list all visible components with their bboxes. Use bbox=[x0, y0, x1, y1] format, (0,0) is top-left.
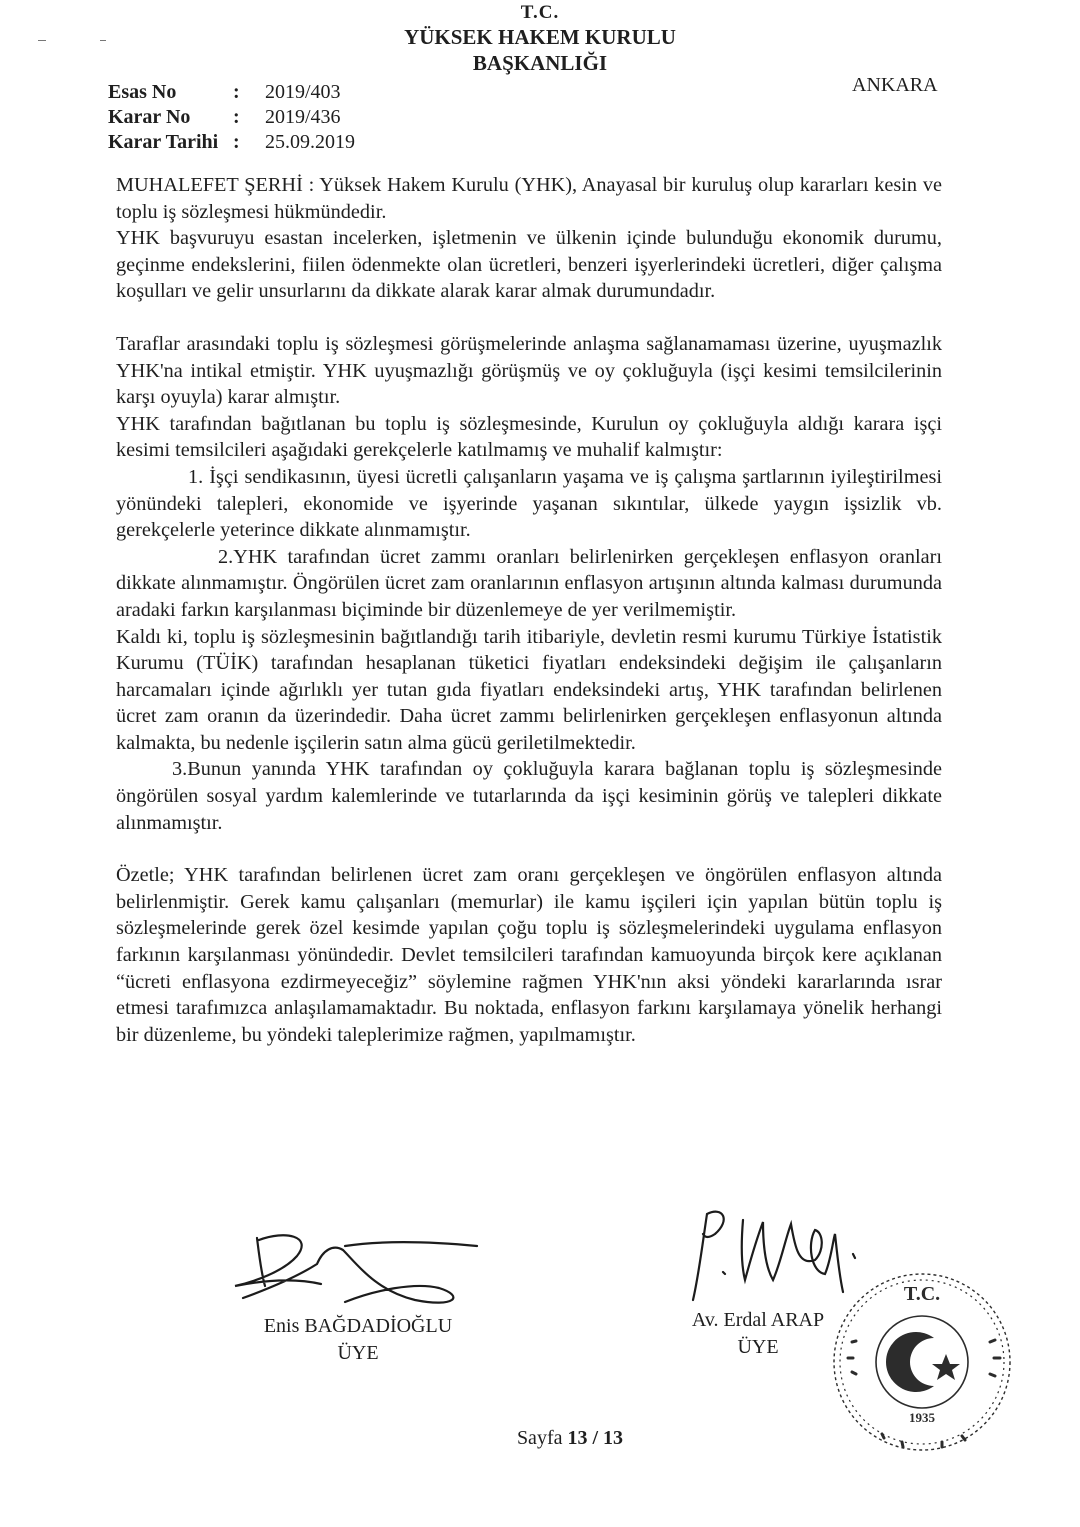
paragraph-point-1: 1. İşçi sendikasının, üyesi ücretli çalışanların yaşama ve iş çalışma şartlarının iyileştirilmesi yönündeki talepleri, ekonomide ve işyerinde yaşanan sıkıntılar, ülkede yaygın işsizlik vb. gerekçelerle yeterince dikkate alınmamıştır. bbox=[116, 465, 942, 542]
page-current: 13 bbox=[567, 1427, 588, 1449]
meta-colon: : bbox=[233, 81, 240, 103]
header-top-line: T.C. bbox=[520, 2, 560, 23]
official-stamp-icon bbox=[822, 1262, 1022, 1462]
header-title-line1: YÜKSEK HAKEM KURULU bbox=[404, 25, 676, 49]
karar-value: 2019/436 bbox=[265, 106, 341, 128]
meta-row-tarih bbox=[108, 130, 405, 155]
paragraph-gap bbox=[116, 305, 942, 331]
page-prefix: Sayfa bbox=[516, 1427, 563, 1449]
signatory-left bbox=[248, 1313, 468, 1367]
page-separator: / bbox=[592, 1427, 599, 1449]
meta-row-karar bbox=[108, 105, 405, 130]
stamp-year: 1935 bbox=[909, 1410, 935, 1425]
meta-colon: : bbox=[233, 106, 240, 128]
case-meta bbox=[108, 80, 405, 155]
paragraph-inflation: Kaldı ki, toplu iş sözleşmesinin bağıtlandığı tarih itibariyle, devletin resmi kurumu Türkiye İstatistik Kurumu (TÜİK) tarafından hesaplanan tüketici fiyatları endeksindeki değişim ile çalışanların harcamaları içinde ağırlıklı yer tutan gıda fiyatları endeksindeki artış, YHK tarafından belirlenen ücret zam oranın da üzerindedir. Daha ücret zammı belirlenirken gerçekleşen enflasyonun altında kalmakta, bu nedenle işçilerin satın alma gücü geriletilmektedir. bbox=[116, 625, 942, 754]
page-total: 13 bbox=[603, 1427, 624, 1449]
dissent-body bbox=[116, 172, 942, 1048]
meta-colon: : bbox=[233, 131, 240, 153]
signatory-right bbox=[678, 1307, 838, 1361]
signatory-left-name: Enis BAĞDADİOĞLU bbox=[263, 1315, 453, 1337]
header-title-line2: BAŞKANLIĞI bbox=[472, 51, 608, 75]
paragraph-objection: YHK tarafından bağıtlanan bu toplu iş sözleşmesinde, Kurulun oy çokluğuyla aldığı karara işçi kesimi temsilcileri aşağıdaki gerekçelerle katılmamış ve muhalif kalmıştır: bbox=[116, 412, 942, 462]
paragraph-point-2: 2.YHK tarafından ücret zammı oranları belirlenirken gerçekleşen enflasyon oranları dikkate alınmamıştır. Öngörülen ücret zam oranlarının enflasyon artışının altında kalması durumunda aradaki farkın karşılanması biçiminde bir düzenlemeye de yer verilmemiştir. bbox=[116, 545, 942, 621]
paragraph-summary: Özetle; YHK tarafından belirlenen ücret zam oranı gerçekleşen ve öngörülen enflasyon altında belirlenmiştir. Gerek kamu çalışanları (memurlar) ile kamu işçileri için yapılan bütün toplu iş sözleşmelerinde gerek özel kesimde yapılan çoğu toplu iş sözleşmelerindeki uygulama enflasyon farkının karşılanması yönündedir. Devlet temsilcileri tarafından kamuoyunda birçok kere açıklanan “ücreti enflasyona ezdirmeyeceğiz” söylemine rağmen YHK'nın aksi yöndeki kararlarında ısrar etmesi tarafımızca anlaşılamamaktadır. Bu noktada, enflasyon farkını karşılamaya yönelik herhangi bir düzenleme, bu yöndeki taleplerimize rağmen, yapılmamıştır. bbox=[116, 864, 942, 1046]
signatory-right-title: ÜYE bbox=[737, 1336, 779, 1358]
meta-row-esas bbox=[108, 80, 405, 105]
paragraph-gap bbox=[116, 836, 942, 862]
paragraph-intro: MUHALEFET ŞERHİ : Yüksek Hakem Kurulu (YHK), Anayasal bir kuruluş olup kararları kesin ve toplu iş sözleşmesi hükmündedir. bbox=[116, 174, 942, 223]
paragraph-yhk-scope: YHK başvuruyu esastan incelerken, işletmenin ve ülkenin içinde bulunduğu ekonomik durumu, geçinme endekslerini, fiilen ödenmekte olan ücretleri, benzeri işyerlerindeki ücretleri, diğer çalışma koşulları ve gelir unsurlarını da dikkate alarak karar almak durumundadır. bbox=[116, 227, 942, 303]
signature-left-icon bbox=[225, 1220, 485, 1320]
esas-label: Esas No bbox=[108, 81, 177, 103]
esas-value: 2019/403 bbox=[265, 81, 341, 103]
tarih-label: Karar Tarihi bbox=[108, 131, 219, 153]
scan-mark bbox=[38, 40, 46, 41]
stamp-center-text: T.C. bbox=[903, 1283, 941, 1305]
document-header bbox=[360, 2, 720, 76]
paragraph-dispute: Taraflar arasındaki toplu iş sözleşmesi görüşmelerinde anlaşma sağlanamaması üzerine, uyuşmazlık YHK'na intikal etmiştir. YHK uyuşmazlığı görüşmüş ve oy çokluğuyla (işçi kesimi temsilcilerinin karşı oyuyla) karar almıştır. bbox=[116, 332, 942, 409]
karar-label: Karar No bbox=[108, 106, 191, 128]
city-label: ANKARA bbox=[852, 74, 938, 96]
scan-mark bbox=[100, 40, 106, 41]
page-footer bbox=[490, 1427, 650, 1450]
signatory-left-title: ÜYE bbox=[337, 1342, 379, 1364]
signatory-right-name: Av. Erdal ARAP bbox=[691, 1309, 825, 1331]
paragraph-point-3: 3.Bunun yanında YHK tarafından oy çokluğuyla karara bağlanan toplu iş sözleşmesinde öngörülen sosyal yardım kalemlerinde ve tutarlarında da işçi kesiminin görüş ve talepleri dikkate alınmamıştır. bbox=[116, 758, 942, 834]
tarih-value: 25.09.2019 bbox=[265, 131, 355, 153]
